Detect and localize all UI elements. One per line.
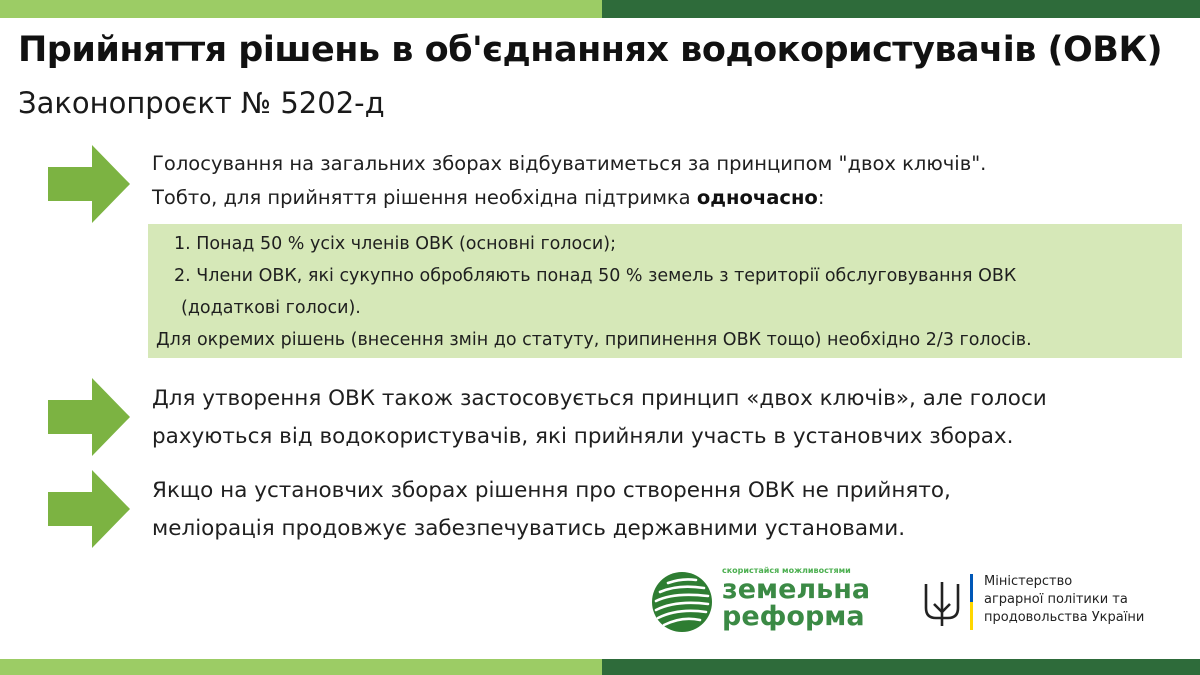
voting-text-line1: Голосування на загальних зборах відбуватиметься за принципом "двох ключів". — [152, 152, 987, 175]
ministry-line2: аграрної політики та — [984, 592, 1128, 607]
ministry-logo — [918, 572, 1158, 636]
arrow-right-icon — [48, 378, 130, 456]
reform-name-line2: реформа — [722, 601, 865, 632]
ministry-line3: продовольства України — [984, 610, 1145, 625]
bottom-bar-dark — [602, 659, 1200, 675]
special-decisions-note: Для окремих рішень (внесення змін до статуту, припинення ОВК тощо) необхідно 2/3 голосів. — [156, 330, 1032, 350]
formation-text-line1: Для утворення ОВК також застосовується принцип «двох ключів», але голоси — [152, 386, 1047, 411]
trident-icon — [922, 578, 962, 628]
reform-tagline: скористайся можливостями — [722, 566, 851, 575]
ministry-line1: Міністерство — [984, 574, 1073, 589]
formation-text-line2: рахуються від водокористувачів, які прийняли участь в установчих зборах. — [152, 424, 1014, 449]
condition-item-2: 2. Члени ОВК, які сукупно обробляють понад 50 % земель з території обслуговування ОВК — [174, 266, 1017, 286]
condition-item-2-cont: (додаткові голоси). — [181, 298, 361, 318]
page-subtitle: Законопроєкт № 5202-д — [18, 86, 385, 120]
reform-logo-icon — [650, 570, 714, 634]
emphasis-simultaneously: одночасно — [696, 186, 818, 209]
flag-divider — [970, 574, 973, 630]
top-bar-dark — [602, 0, 1200, 18]
fallback-text-line2: меліорація продовжує забезпечуватись державними установами. — [152, 516, 906, 541]
condition-item-1: 1. Понад 50 % усіх членів ОВК (основні голоси); — [174, 234, 616, 254]
land-reform-logo — [650, 566, 871, 636]
conditions-box — [148, 224, 1182, 358]
bottom-bar-light — [0, 659, 602, 675]
fallback-text-line1: Якщо на установчих зборах рішення про створення ОВК не прийнято, — [152, 478, 951, 503]
top-bar-light — [0, 0, 602, 18]
arrow-right-icon — [48, 145, 130, 223]
arrow-right-icon — [48, 470, 130, 548]
voting-text-line2: Тобто, для прийняття рішення необхідна підтримка одночасно: — [152, 186, 825, 209]
reform-name-line1: земельна — [722, 574, 871, 605]
page-title: Прийняття рішень в об'єднаннях водокористувачів (ОВК) — [18, 30, 1163, 70]
